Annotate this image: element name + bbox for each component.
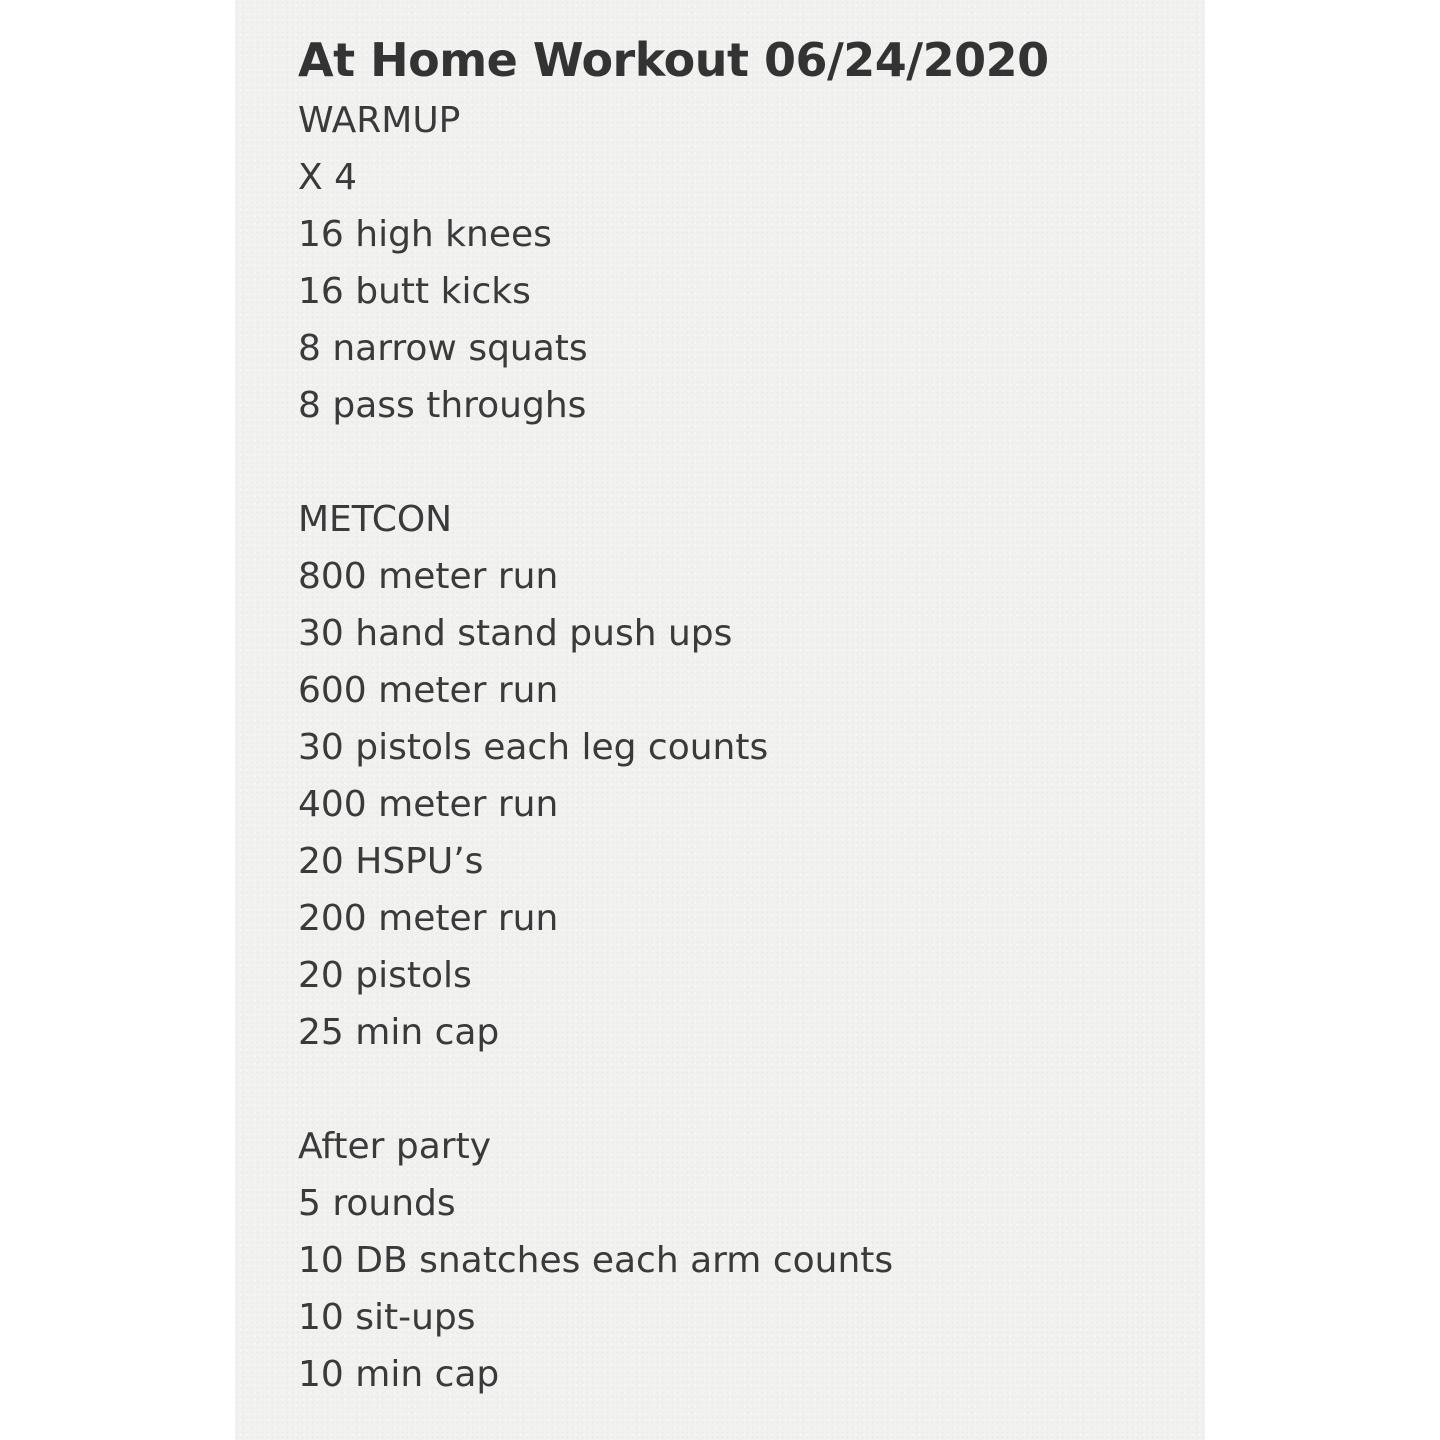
after-party-line: 10 DB snatches each arm counts xyxy=(298,1240,894,1281)
metcon-line: 200 meter run xyxy=(298,898,559,939)
after-party-section xyxy=(298,1118,1178,1403)
metcon-line: 20 pistols xyxy=(298,955,472,996)
after-party-line: 10 min cap xyxy=(298,1354,500,1395)
warmup-line: 16 butt kicks xyxy=(298,271,531,312)
metcon-line: 30 hand stand push ups xyxy=(298,613,733,654)
warmup-line: 8 narrow squats xyxy=(298,328,588,369)
warmup-section xyxy=(298,92,1178,434)
metcon-line: 600 meter run xyxy=(298,670,559,711)
after-party-line: 10 sit-ups xyxy=(298,1297,476,1338)
metcon-line: 25 min cap xyxy=(298,1012,500,1053)
note-body[interactable] xyxy=(298,28,1178,1403)
warmup-line: 16 high knees xyxy=(298,214,552,255)
blank-line xyxy=(298,1061,1178,1118)
warmup-line: 8 pass throughs xyxy=(298,385,587,426)
metcon-line: 800 meter run xyxy=(298,556,559,597)
after-party-heading: After party xyxy=(298,1126,492,1167)
note-paper xyxy=(235,0,1205,1440)
blank-line xyxy=(298,434,1178,491)
metcon-line: 400 meter run xyxy=(298,784,559,825)
metcon-section xyxy=(298,491,1178,1061)
after-party-line: 5 rounds xyxy=(298,1183,456,1224)
note-title: At Home Workout 06/24/2020 xyxy=(298,33,1049,87)
warmup-heading: WARMUP xyxy=(298,100,461,141)
metcon-line: 20 HSPU’s xyxy=(298,841,484,882)
warmup-line: X 4 xyxy=(298,157,358,198)
metcon-heading: METCON xyxy=(298,499,453,540)
metcon-line: 30 pistols each leg counts xyxy=(298,727,769,768)
